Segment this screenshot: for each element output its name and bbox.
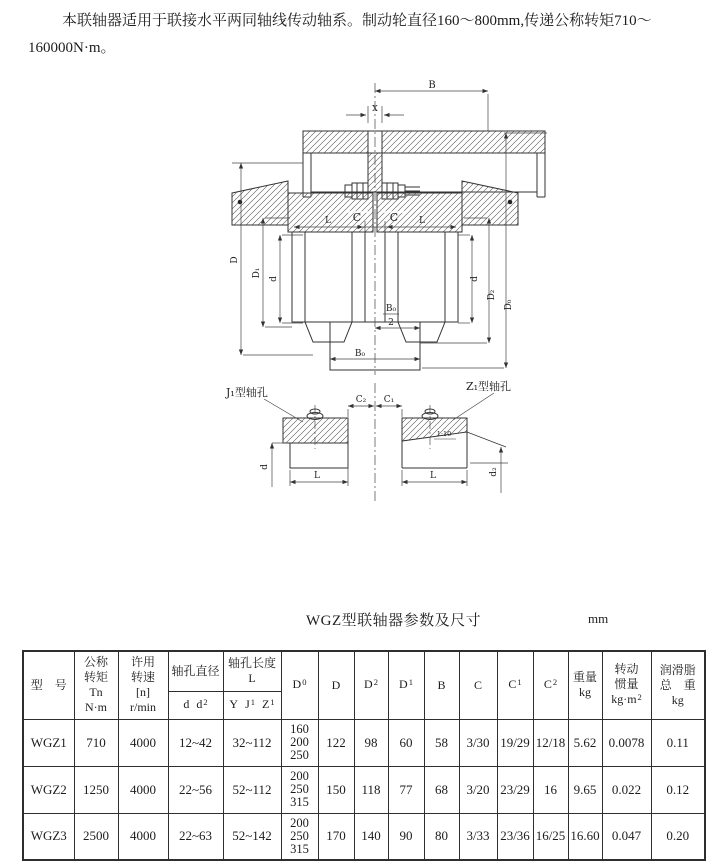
intro-paragraph <box>28 8 700 62</box>
cell-bore-diameter: 22~56 <box>168 766 223 813</box>
dim-label-B0-half-num: B₀ <box>385 304 397 314</box>
table-unit: mm <box>588 611 609 626</box>
cell-torque: 710 <box>74 719 118 766</box>
cell-D0: 160 200 250 <box>281 719 318 766</box>
cell-C: 3/33 <box>459 813 497 860</box>
dim-label-L-left: L <box>325 216 331 226</box>
cell-D2: 118 <box>354 766 388 813</box>
cell-C1: 23/29 <box>497 766 533 813</box>
cell-C2: 16 <box>533 766 568 813</box>
dim-label-L-right: L <box>419 216 425 226</box>
col-subheader-bore-length: Y $J^1$ $Z^1$ <box>223 691 281 719</box>
cell-D1: 77 <box>388 766 424 813</box>
callout-j1-bore: J₁型轴孔 <box>226 386 268 399</box>
cell-C2: 16/25 <box>533 813 568 860</box>
dim-label-d2: d₂ <box>489 467 499 477</box>
cell-model: WGZ2 <box>23 766 74 813</box>
detail-view-geometry <box>283 405 506 468</box>
col-header-speed: 许用 转速 [n] r/min <box>118 651 168 719</box>
cell-D2: 140 <box>354 813 388 860</box>
cell-torque: 1250 <box>74 766 118 813</box>
table-title: WGZ型联轴器参数及尺寸 <box>306 613 482 629</box>
cell-torque: 2500 <box>74 813 118 860</box>
dim-label-D0: D₀ <box>504 299 514 311</box>
cell-inertia: 0.0078 <box>602 719 651 766</box>
cell-bore-diameter: 22~63 <box>168 813 223 860</box>
cell-weight: 9.65 <box>568 766 602 813</box>
dim-label-D1: D₁ <box>252 267 262 279</box>
main-view-geometry <box>232 131 545 370</box>
dim-label-d-detail: d <box>260 464 270 470</box>
cell-D: 150 <box>318 766 354 813</box>
col-header-model: 型 号 <box>23 651 74 719</box>
coupling-technical-drawing <box>0 75 726 615</box>
cell-grease: 0.11 <box>651 719 705 766</box>
col-subheader-bore-diameter: d $d^2$ <box>168 691 223 719</box>
dim-label-B: B <box>428 80 436 91</box>
col-header-inertia: 转动 惯量 $kg\cdot m^2$ <box>602 651 651 719</box>
col-header-C2: $C^2$ <box>533 651 568 719</box>
cell-weight: 16.60 <box>568 813 602 860</box>
dim-label-d-left: d <box>269 276 279 282</box>
cell-C1: 23/36 <box>497 813 533 860</box>
callout-z1-bore: Z₁型轴孔 <box>466 380 512 393</box>
col-header-grease: 润滑脂 总 重 kg <box>651 651 705 719</box>
cell-bore-length: 52~142 <box>223 813 281 860</box>
col-header-D: D <box>318 651 354 719</box>
dim-label-L-detail-left: L <box>314 471 320 481</box>
cell-bore-length: 32~112 <box>223 719 281 766</box>
cell-bore-diameter: 12~42 <box>168 719 223 766</box>
cell-D0: 200 250 315 <box>281 766 318 813</box>
cell-C: 3/20 <box>459 766 497 813</box>
table-title-bar <box>0 609 726 631</box>
dim-label-B0-half-den: 2 <box>388 318 394 328</box>
dim-label-X: X <box>372 104 378 113</box>
dim-label-B0: B₀ <box>354 349 366 359</box>
col-header-weight: 重量 kg <box>568 651 602 719</box>
col-header-torque: 公称 转矩 Tn N·m <box>74 651 118 719</box>
dim-label-D: D <box>230 256 240 264</box>
intro-line-1: 本联轴器适用于联接水平两同轴线传动轴系。制动轮直径160～800mm,传递公称转矩710～ <box>62 13 652 29</box>
table-row <box>23 719 705 766</box>
dim-label-C1: C₁ <box>383 395 395 405</box>
col-header-bore-diameter: 轴孔直径 <box>168 651 223 691</box>
parameters-table <box>22 650 706 861</box>
cell-B: 68 <box>424 766 459 813</box>
cell-C2: 12/18 <box>533 719 568 766</box>
cell-grease: 0.20 <box>651 813 705 860</box>
cell-D: 122 <box>318 719 354 766</box>
col-header-bore-length: 轴孔长度 L <box>223 651 281 691</box>
dim-label-C-right: C <box>389 211 399 224</box>
table-row <box>23 813 705 860</box>
cell-D1: 90 <box>388 813 424 860</box>
cell-inertia: 0.047 <box>602 813 651 860</box>
cell-weight: 5.62 <box>568 719 602 766</box>
dim-label-C2: C₂ <box>355 395 367 405</box>
cell-model: WGZ1 <box>23 719 74 766</box>
cell-C: 3/30 <box>459 719 497 766</box>
col-header-B: B <box>424 651 459 719</box>
cell-speed: 4000 <box>118 766 168 813</box>
dim-label-C-left: C <box>352 211 362 224</box>
table-row <box>23 766 705 813</box>
cell-grease: 0.12 <box>651 766 705 813</box>
cell-C1: 19/29 <box>497 719 533 766</box>
taper-label: 1:10 <box>436 430 452 438</box>
cell-B: 58 <box>424 719 459 766</box>
intro-line-2: 160000N·m。 <box>28 40 116 56</box>
cell-D1: 60 <box>388 719 424 766</box>
cell-speed: 4000 <box>118 813 168 860</box>
cell-D: 170 <box>318 813 354 860</box>
cell-inertia: 0.022 <box>602 766 651 813</box>
dim-label-L-detail-right: L <box>430 471 436 481</box>
cell-D0: 200 250 315 <box>281 813 318 860</box>
col-header-D1: $D^1$ <box>388 651 424 719</box>
col-header-D2: $D^2$ <box>354 651 388 719</box>
cell-model: WGZ3 <box>23 813 74 860</box>
cell-B: 80 <box>424 813 459 860</box>
cell-D2: 98 <box>354 719 388 766</box>
dim-label-d-right: d <box>470 276 480 282</box>
cell-bore-length: 52~112 <box>223 766 281 813</box>
col-header-C: C <box>459 651 497 719</box>
cell-speed: 4000 <box>118 719 168 766</box>
header-row-1 <box>23 651 705 691</box>
col-header-D0: $D^0$ <box>281 651 318 719</box>
dim-label-D2: D₂ <box>487 289 497 301</box>
col-header-C1: $C^1$ <box>497 651 533 719</box>
